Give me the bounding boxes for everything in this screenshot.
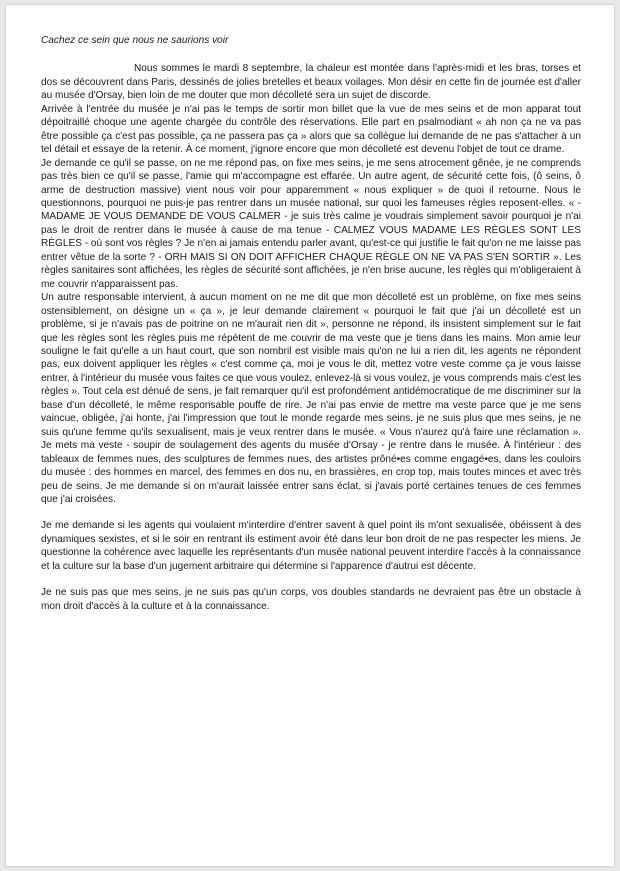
paragraph-2: Arrivée à l'entrée du musée je n'ai pas le temps de sortir mon billet que la vue de mes seins et de mon apparat tout dépoitraillé choque une agente chargée du contrôle des réservations. Elle part en psalmodiant « ah non ça ne va pas être possible ça c'est pas possible, ça ne passera pas ça » alors que sa collègue lui demande de ne pas s'attacher à un tel détail et essaye de la retenir. À ce moment, j'ignore encore que mon décolleté est devenu l'objet de tout ce drame.: [41, 103, 581, 156]
paragraph-4: Un autre responsable intervient, à aucun moment on ne me dit que mon décolleté est un problème, on fixe mes seins ostensiblement, on désigne un « ça », je leur demande clairement « pourquoi le fait que j'ai un décolleté est un problème, si je n'avais pas de poitrine on ne m'aurait rien dit », personne ne répond, ils insistent simplement sur le fait que les règles sont les règles puis me répètent de me couvrir de ma veste que je tiens dans les mains. Mon amie leur souligne le fait qu'elle a un haut court, que son nombril est visible mais qu'on ne lui a rien dit, les agents ne répondent pas, eux doivent appliquer les règles « c'est comme ça, moi je vous le dit, mettez votre veste comme ça je vous laisse entrer, à l'intérieur du musée vous faites ce que vous voulez, enlevez-là si vous voulez, je vous comprends mais c'est les règles ». Tout cela est dénué de sens, je fait remarquer qu'il est profondément antidémocratique de me discriminer sur la base d'un décolleté, le même responsable pouffe de rire. Je n'ai pas envie de mettre ma veste parce que je me sens vaincue, obligée, j'ai honte, j'ai l'impression que tout le monde regarde mes seins, je ne suis plus que mes seins, je ne suis qu'une femme qu'ils sexualisent, mais je veux rentrer dans le musée. « Vous n'aurez qu'à faire une réclamation ». Je mets ma veste - soupir de soulagement des agents du musée d'Orsay - je rentre dans le musée. À l'intérieur : des tableaux de femmes nues, des sculptures de femmes nues, des artistes prôné•es comme engagé•es, dans les couloirs du musée : des hommes en marcel, des femmes en dos nu, en brassières, en crop top, mais toutes minces et avec très peu de seins. Je me demande si on m'aurait laissée entrer sans éclat, si j'avais porté certaines tenues de ces femmes que j'ai croisées.: [41, 292, 581, 505]
paragraph-1: Nous sommes le mardi 8 septembre, la chaleur est montée dans l'après-midi et les bras, torses et dos se découvrent dans Paris, dessinés de jolies bretelles et beaux voilages. Mon désir en cette fin de journée est d'aller au musée d'Orsay, bien loin de me douter que mon décolleté sera un sujet de discorde.: [41, 63, 581, 102]
document-body: [41, 34, 581, 613]
paragraph-3: Je demande ce qu'il se passe, on ne me répond pas, on fixe mes seins, je me sens atrocement gênée, je ne comprends pas très bien ce qu'il se passe, l'amie qui m'accompagne est effarée. Un autre agent, de sécurité cette fois, (ô seins, ô arme de destruction massive) vient nous voir pour apparemment « nous expliquer » de quoi il retourne. Nous le questionnons, pourquoi ne puis-je pas rentrer dans un musée national, sur quoi les fameuses règles reposent-elles. « - MADAME JE VOUS DEMANDE DE VOUS CALMER - je suis très calme je voudrais simplement savoir pourquoi je n'ai pas le droit de rentrer dans le musée à cause de ma tenue - CALMEZ VOUS MADAME LES RÈGLES SONT LES RÈGLES - où sont vos règles ? Je n'en ai jamais entendu parler avant, qu'est-ce qui justifie le fait qu'on ne me laisse pas entrer vêtue de la sorte ? - ORH MAIS SI ON DOIT AFFICHER CHAQUE RÈGLE ON NE VA PAS S'EN SORTIR ». Les règles sanitaires sont affichées, les règles de sécurité sont affichées, je n'en brise aucune, les règles qui m'obligeraient à me couvrir n'apparaissent pas.: [41, 157, 581, 290]
document-page: [6, 5, 614, 866]
paragraph-6: Je ne suis pas que mes seins, je ne suis pas qu'un corps, vos doubles standards ne devraient pas être un obstacle à mon droit d'accès à la culture et à la connaissance.: [41, 587, 581, 612]
document-title: Cachez ce sein que nous ne saurions voir: [41, 35, 229, 46]
paragraph-5: Je me demande si les agents qui voulaient m'interdire d'entrer savent à quel point ils m'ont sexualisée, obéissent à des dynamiques sexistes, et si le soir en rentrant ils estiment avoir été dans leur bon droit de ne pas respecter les miens. Je questionne la cohérence avec laquelle les représentants d'un musée national peuvent interdire l'accès à la connaissance et la culture sur la base d'un jugement arbitraire qui détermine si l'apparence d'autrui est décente.: [41, 520, 581, 572]
